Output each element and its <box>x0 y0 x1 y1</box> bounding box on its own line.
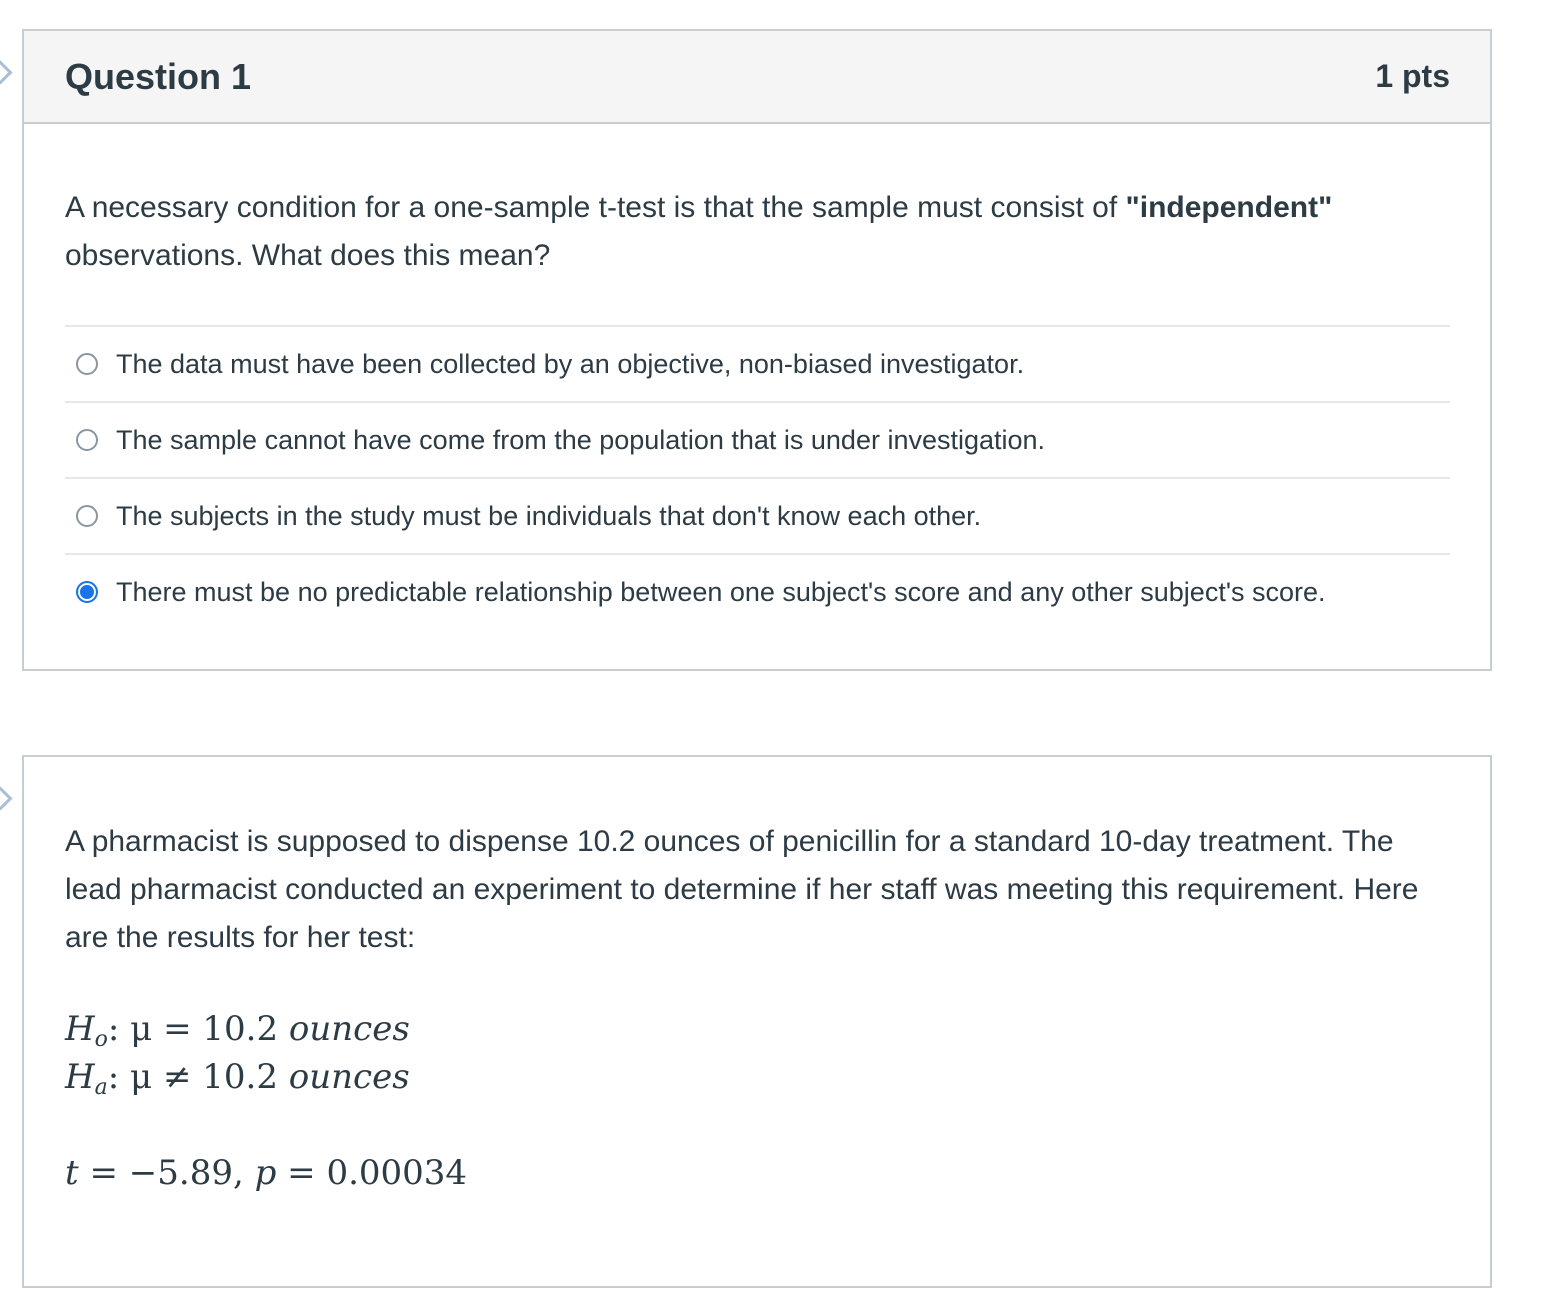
question-text-part: A necessary condition for a one-sample t-test is that the sample must consist of <box>65 191 1126 224</box>
question-1-card <box>22 29 1492 671</box>
p-symbol: p <box>254 1153 277 1193</box>
math-subscript: a <box>94 1075 108 1100</box>
question-2-card <box>22 755 1492 1288</box>
radio-button[interactable] <box>76 505 98 527</box>
math-subscript: o <box>94 1027 108 1052</box>
math-expression: : μ ≠ 10.2 <box>107 1057 289 1097</box>
null-hypothesis <box>65 1009 410 1052</box>
question-text-part: observations. What does this mean? <box>65 239 551 272</box>
answer-label: The data must have been collected by an objective, non-biased investigator. <box>116 348 1025 379</box>
question-flag-marker[interactable] <box>0 786 13 810</box>
math-symbol: H <box>65 1009 95 1049</box>
math-symbol: H <box>65 1057 95 1097</box>
p-value: = 0.00034 <box>276 1153 468 1193</box>
question-flag-marker[interactable] <box>0 60 13 84</box>
t-symbol: t <box>65 1153 79 1193</box>
question-text-emphasis: "independent" <box>1125 191 1333 224</box>
answer-option-selected[interactable] <box>65 553 1450 629</box>
question-title: Question 1 <box>65 55 252 97</box>
math-unit: ounces <box>288 1009 410 1049</box>
answer-option[interactable] <box>65 477 1450 553</box>
radio-button[interactable] <box>76 353 98 375</box>
test-result <box>65 1153 467 1193</box>
answer-label: The sample cannot have come from the population that is under investigation. <box>116 424 1046 455</box>
radio-button-selected[interactable] <box>76 581 98 603</box>
answer-label: There must be no predictable relationship between one subject's score and any other subject's score. <box>116 576 1326 607</box>
question-text <box>65 184 1450 280</box>
question-header <box>24 31 1490 124</box>
answer-option[interactable] <box>65 325 1450 401</box>
answer-list <box>65 325 1450 629</box>
math-expression: : μ = 10.2 <box>107 1009 289 1049</box>
radio-button[interactable] <box>76 429 98 451</box>
answer-label: The subjects in the study must be individuals that don't know each other. <box>116 500 982 531</box>
question-points: 1 pts <box>1375 58 1450 94</box>
question-text: A pharmacist is supposed to dispense 10.2 ounces of penicillin for a standard 10-day treatment. The lead pharmacist conducted an experiment to determine if her staff was meeting this requirement. Here are the results for her test: <box>65 825 1419 954</box>
answer-option[interactable] <box>65 401 1450 477</box>
t-value: = −5.89, <box>78 1153 255 1193</box>
math-unit: ounces <box>288 1057 410 1097</box>
alternative-hypothesis <box>65 1057 410 1100</box>
